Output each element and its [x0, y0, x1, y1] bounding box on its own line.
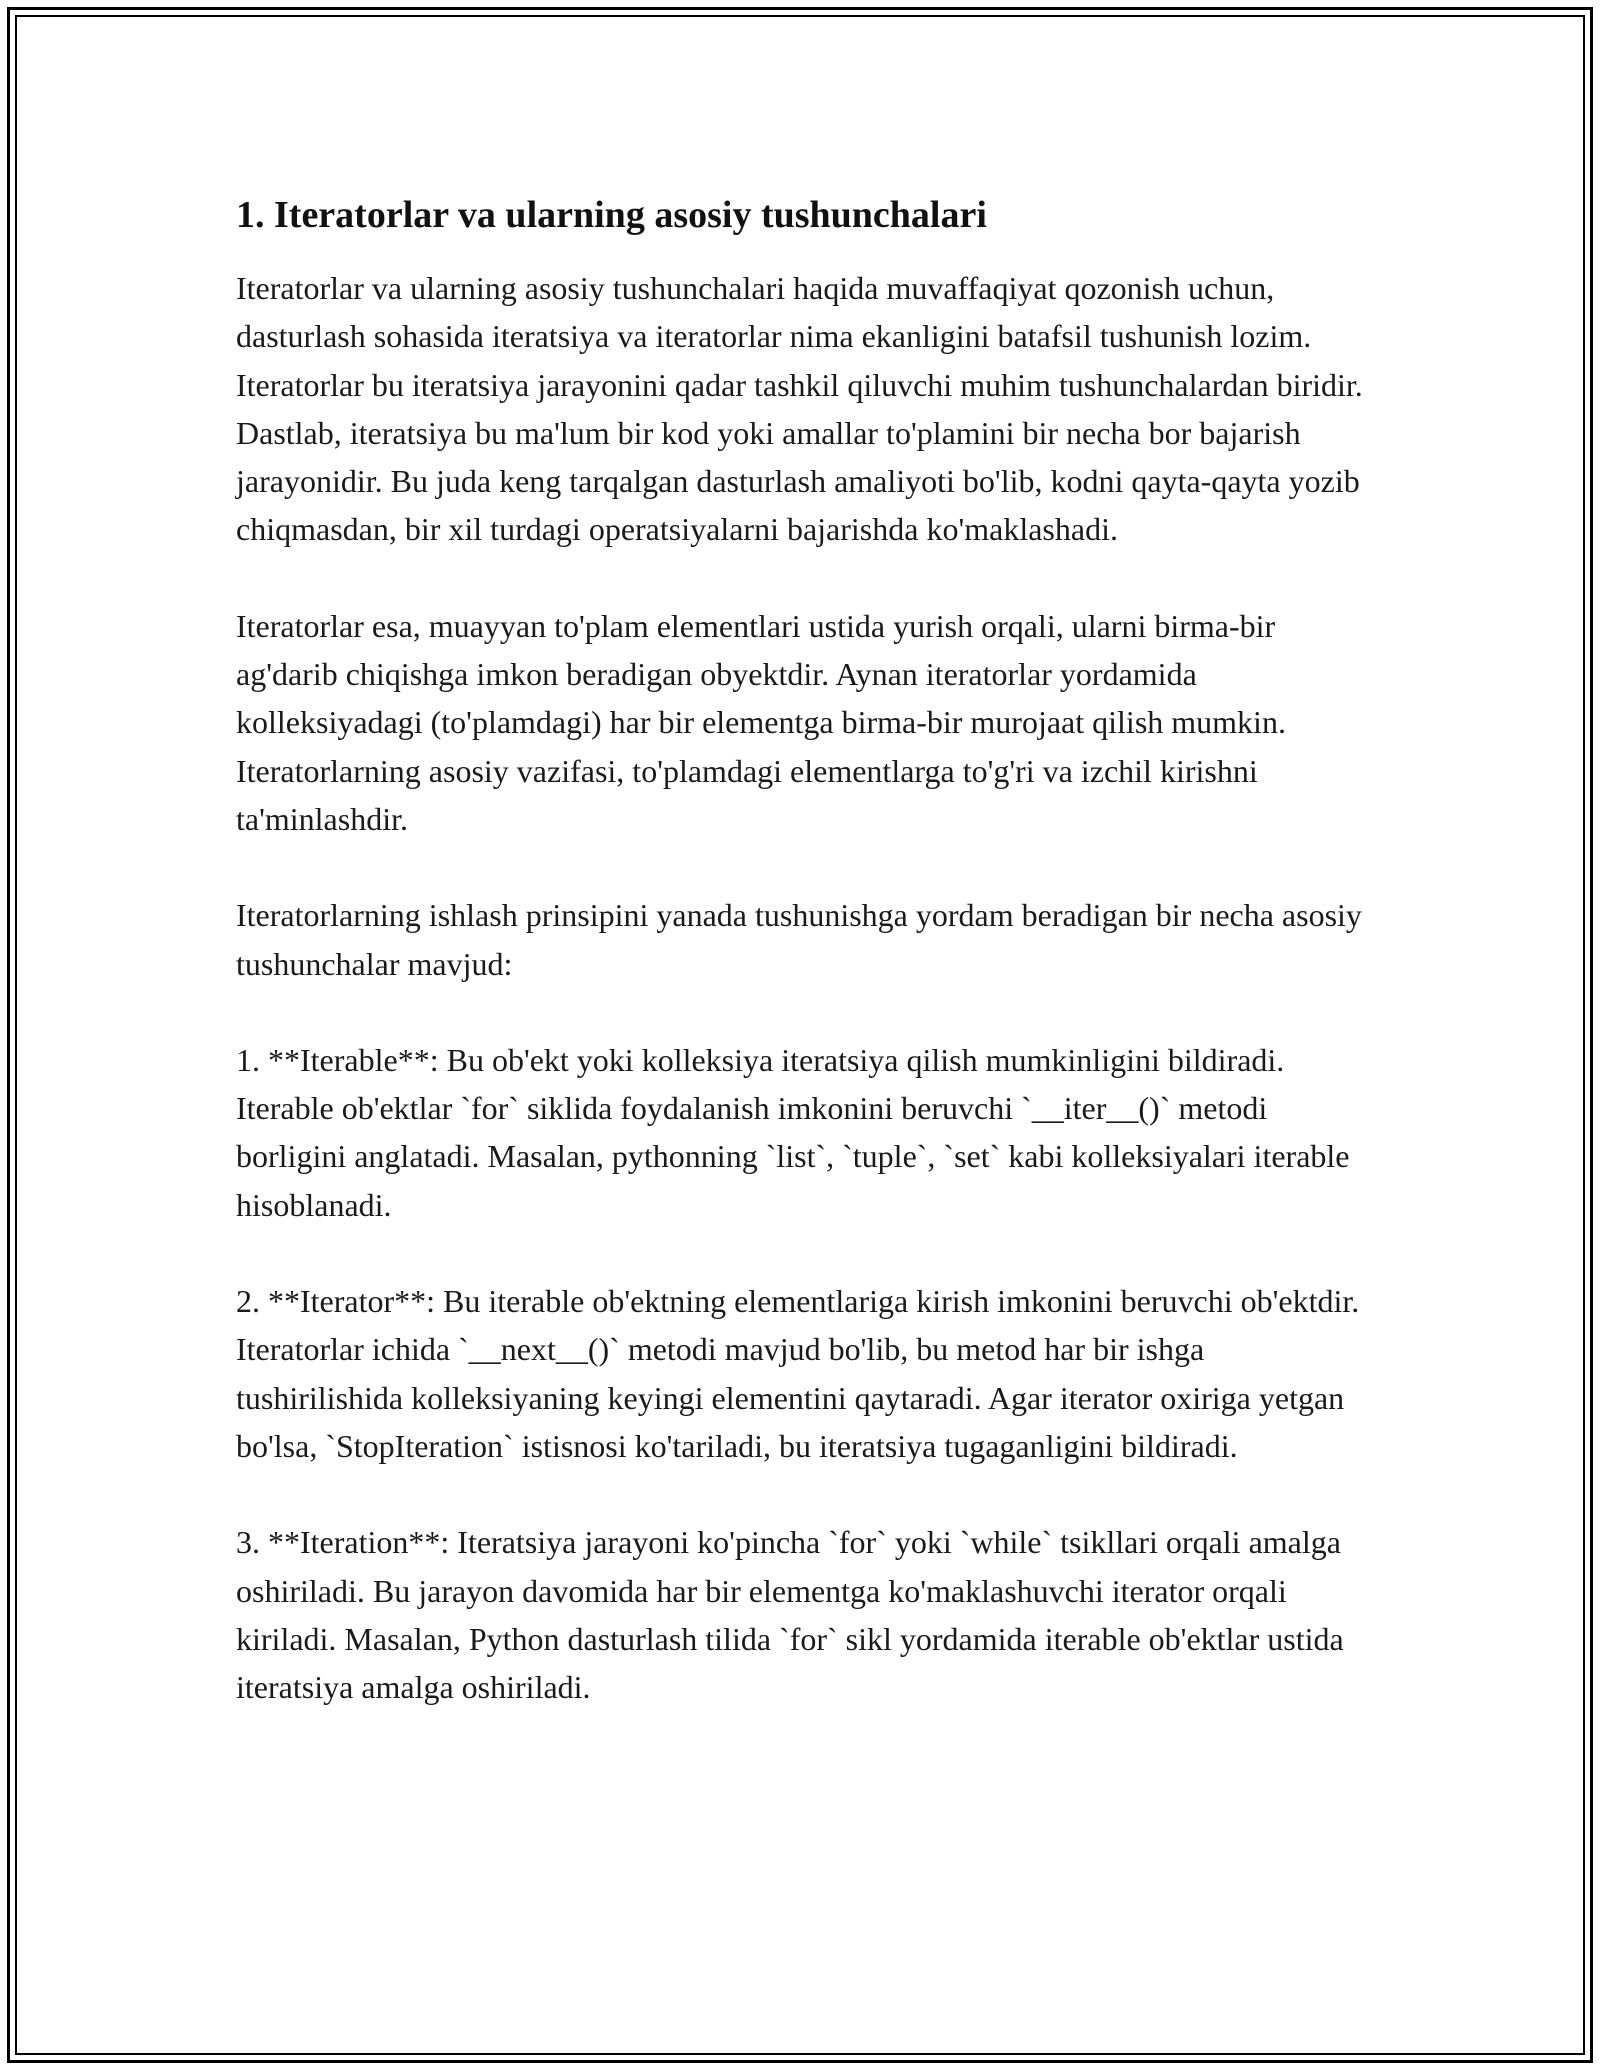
paragraph-spacer [236, 988, 1366, 1036]
paragraph-concepts-intro: Iteratorlarning ishlash prinsipini yanada tushunishga yordam beradigan bir necha asosiy tushunchalar mavjud: [236, 897, 1362, 982]
paragraph-spacer [236, 554, 1366, 602]
paragraph-spacer [236, 843, 1366, 891]
paragraph-iterators: Iteratorlar esa, muayyan to'plam elementlari ustida yurish orqali, ularni birma-bir ag'darib chiqishga imkon beradigan obyektdir. Aynan iteratorlar yordamida kolleksiyadagi (to'plamdagi) har bir elementga birma-bir murojaat qilish mumkin. Iteratorlarning asosiy vazifasi, to'plamdagi elementlarga to'g'ri va izchil kirishni ta'minlashdir. [236, 607, 1286, 837]
list-item-iteration: 3. **Iteration**: Iteratsiya jarayoni ko'pincha `for` yoki `while` tsikllari orqali amalga oshiriladi. Bu jarayon davomida har bir elementga ko'maklashuvchi iterator orqali kiriladi. Masalan, Python dasturlash tilida `for` sikl yordamida iterable ob'ektlar ustida iteratsiya amalga oshiriladi. [236, 1524, 1344, 1706]
paragraph-spacer [236, 1470, 1366, 1518]
paragraph-spacer [236, 1229, 1366, 1277]
paragraph-intro: Iteratorlar va ularning asosiy tushunchalari haqida muvaffaqiyat qozonish uchun, dasturlash sohasida iteratsiya va iteratorlar nima ekanligini batafsil tushunish lozim. Iteratorlar bu iteratsiya jarayonini qadar tashkil qiluvchi muhim tushunchalardan biridir. Dastlab, iteratsiya bu ma'lum bir kod yoki amallar to'plamini bir necha bor bajarish jarayonidir. Bu juda keng tarqalgan dasturlash amaliyoti bo'lib, kodni qayta-qayta yozib chiqmasdan, bir xil turdagi operatsiyalarni bajarishda ko'maklashadi. [236, 270, 1363, 548]
list-item-iterator: 2. **Iterator**: Bu iterable ob'ektning elementlariga kirish imkonini beruvchi ob'ektdir. Iteratorlar ichida `__next__()` metodi mavjud bo'lib, bu metod har bir ishga tushirilishida kolleksiyaning keyingi elementini qaytaradi. Agar iterator oxiriga yetgan bo'lsa, `StopIteration` istisnosi ko'tariladi, bu iteratsiya tugaganligini bildiradi. [236, 1283, 1360, 1464]
list-item-iterable: 1. **Iterable**: Bu ob'ekt yoki kolleksiya iteratsiya qilish mumkinligini bildiradi. Iterable ob'ektlar `for` siklida foydalanish imkonini beruvchi `__iter__()` metodi borligini anglatadi. Masalan, pythonning `list`, `tuple`, `set` kabi kolleksiyalari iterable hisoblanadi. [236, 1041, 1350, 1223]
document-body [236, 186, 1366, 1711]
section-heading: 1. Iteratorlar va ularning asosiy tushunchalari [236, 194, 987, 236]
